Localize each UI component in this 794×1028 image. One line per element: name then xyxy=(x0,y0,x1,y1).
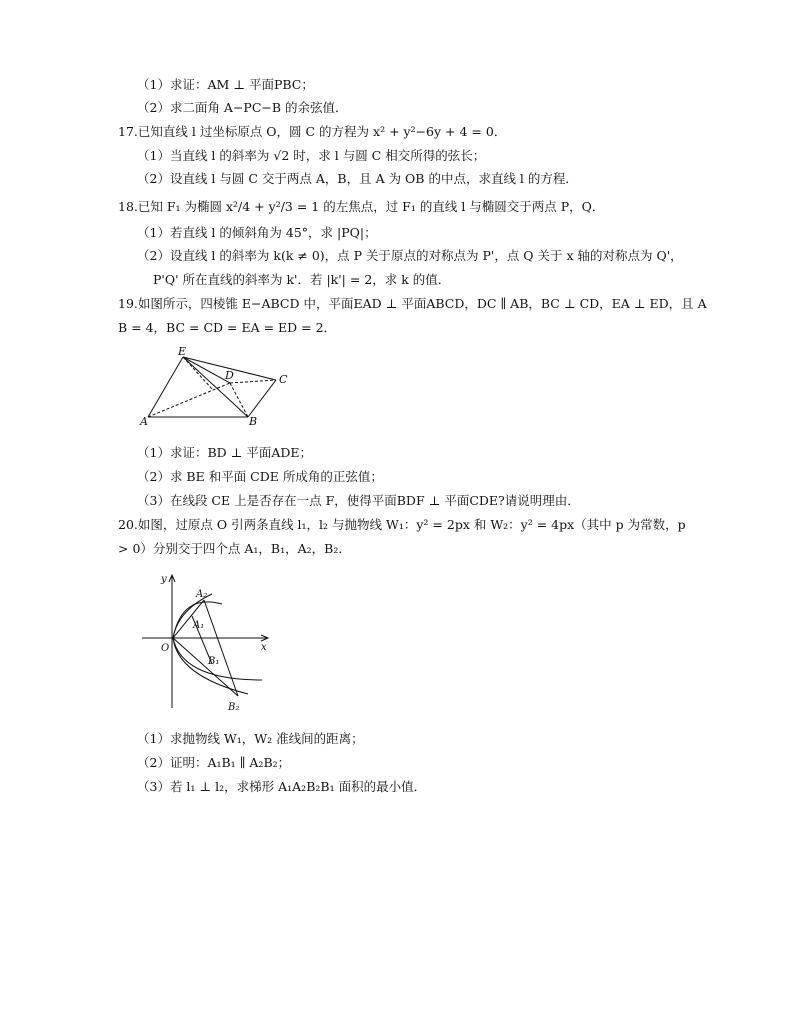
p20-stem-cont: > 0）分别交于四个点 A₁，B₁，A₂，B₂． xyxy=(118,541,351,556)
vertex-E: E xyxy=(178,345,187,358)
p19-part2: （2）求 BE 和平面 CDE 所成角的正弦值； xyxy=(137,469,383,484)
origin-label: O xyxy=(161,643,170,654)
point-B2: B₂ xyxy=(228,702,240,713)
p19-part3: （3）在线段 CE 上是否存在一点 F，使得平面BDF ⊥ 平面CDE?请说明理由． xyxy=(137,493,580,508)
point-A2: A₂ xyxy=(196,589,208,600)
pyramid-figure xyxy=(138,345,298,430)
point-A1: A₁ xyxy=(193,620,205,631)
p19-part1: （1）求证：BD ⊥ 平面ADE； xyxy=(137,445,313,460)
axis-x-label: x xyxy=(261,642,267,653)
point-B1: B₁ xyxy=(208,656,220,667)
p17-part2: （2）设直线 l 与圆 C 交于两点 A，B，且 A 为 OB 的中点，求直线 l 的方程． xyxy=(137,171,578,186)
p20-part2: （2）证明：A₁B₁ ∥ A₂B₂； xyxy=(137,755,291,770)
vertex-D: D xyxy=(225,369,234,382)
parabola-figure xyxy=(140,568,270,713)
p20-part1: （1）求抛物线 W₁，W₂ 准线间的距离； xyxy=(137,731,364,746)
p18-stem: 18.已知 F₁ 为椭圆 x²/4 + y²/3 = 1 的左焦点，过 F₁ 的直线 l 与椭圆交于两点 P，Q． xyxy=(118,199,605,214)
p19-stem: 19.如图所示，四棱锥 E−ABCD 中，平面EAD ⊥ 平面ABCD，DC ∥ AB，BC ⊥ CD，EA ⊥ ED，且 A xyxy=(118,296,707,311)
vertex-A: A xyxy=(140,415,148,428)
vertex-C: C xyxy=(279,373,288,386)
p18-part2: （2）设直线 l 的斜率为 k(k ≠ 0)，点 P 关于原点的对称点为 P'，点 Q 关于 x 轴的对称点为 Q'， xyxy=(137,248,683,263)
p18-part1: （1）若直线 l 的倾斜角为 45°，求 |PQ|； xyxy=(137,225,377,240)
p16-part2: （2）求二面角 A−PC−B 的余弦值． xyxy=(137,100,348,115)
p20-stem: 20.如图，过原点 O 引两条直线 l₁，l₂ 与抛物线 W₁：y² = 2px 和 W₂：y² = 4px（其中 p 为常数，p xyxy=(118,517,686,532)
vertex-B: B xyxy=(249,415,258,428)
axis-y-label: y xyxy=(161,574,167,585)
p20-part3: （3）若 l₁ ⊥ l₂，求梯形 A₁A₂B₂B₁ 面积的最小值． xyxy=(137,779,427,794)
p19-stem-cont: B = 4，BC = CD = EA = ED = 2． xyxy=(118,320,337,335)
p16-part1: （1）求证：AM ⊥ 平面PBC； xyxy=(137,77,314,92)
p17-part1: （1）当直线 l 的斜率为 √2 时，求 l 与圆 C 相交所得的弦长； xyxy=(137,148,486,163)
p17-stem: 17.已知直线 l 过坐标原点 O，圆 C 的方程为 x² + y²−6y + 4 = 0． xyxy=(118,124,507,139)
p18-part2-cont: P'Q' 所在直线的斜率为 k'．若 |k'| = 2，求 k 的值． xyxy=(153,272,451,287)
